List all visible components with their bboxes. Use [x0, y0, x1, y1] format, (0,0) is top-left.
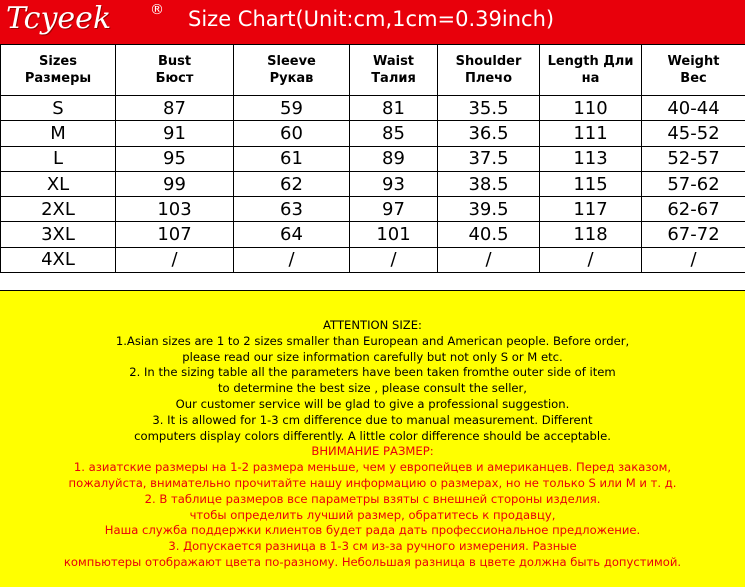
cell-weight: 67-72 [642, 222, 745, 247]
note-line-en: to determine the best size , please consult the seller, [218, 381, 527, 396]
cell-length: 113 [540, 146, 642, 171]
cell-sleeve: 60 [234, 121, 350, 146]
header-ru: на [581, 71, 600, 86]
cell-bust: 99 [116, 171, 234, 196]
brand-logo: Tcyeek [6, 1, 112, 36]
notes-title-ru: ВНИМАНИЕ РАЗМЕР: [311, 444, 434, 459]
cell-waist: 89 [350, 146, 438, 171]
cell-shoulder: / [438, 247, 540, 272]
note-line-en: 3. It is allowed for 1-3 cm difference due to manual measurement. Different [152, 412, 593, 427]
table-row [1, 96, 745, 121]
header-ru: Вес [680, 71, 707, 86]
header-ru: Талия [371, 71, 416, 86]
cell-bust: 95 [116, 146, 234, 171]
cell-bust: 91 [116, 121, 234, 146]
cell-size: L [1, 146, 116, 171]
table-row [1, 247, 745, 272]
cell-shoulder: 37.5 [438, 146, 540, 171]
header-shoulder [438, 45, 540, 96]
cell-weight: 40-44 [642, 96, 745, 121]
cell-bust: / [116, 247, 234, 272]
cell-weight: 52-57 [642, 146, 745, 171]
table-row [1, 197, 745, 222]
cell-length: 117 [540, 197, 642, 222]
cell-waist: 97 [350, 197, 438, 222]
cell-shoulder: 38.5 [438, 171, 540, 196]
header-ru: Бюст [155, 71, 194, 86]
note-line-en: 1.Asian sizes are 1 to 2 sizes smaller than European and American people. Before order, [115, 333, 630, 348]
title-banner [0, 0, 745, 44]
cell-shoulder: 39.5 [438, 197, 540, 222]
table-row [1, 222, 745, 247]
note-line-ru: 1. азиатские размеры на 1-2 размера меньше, чем у европейцев и американцев. Перед заказом, [73, 460, 672, 475]
registered-mark: ® [150, 2, 164, 18]
cell-weight: 57-62 [642, 171, 745, 196]
header-en: Waist [372, 54, 415, 69]
table-row [1, 146, 745, 171]
cell-waist: 81 [350, 96, 438, 121]
cell-size: 4XL [1, 247, 116, 272]
header-bust [116, 45, 234, 96]
header-ru: Рукав [269, 71, 314, 86]
cell-shoulder: 35.5 [438, 96, 540, 121]
cell-waist: / [350, 247, 438, 272]
cell-length: 111 [540, 121, 642, 146]
cell-sleeve: 63 [234, 197, 350, 222]
table-row [1, 171, 745, 196]
cell-size: XL [1, 171, 116, 196]
header-ru: Плечо [464, 71, 513, 86]
note-line-ru: Наша служба поддержки клиентов будет рада дать профессиональное предложение. [104, 523, 641, 538]
header-en: Sleeve [267, 54, 316, 69]
note-line-en: 2. In the sizing table all the parameters have been taken fromthe outer side of item [129, 365, 616, 380]
header-sizes [1, 45, 116, 96]
cell-size: S [1, 96, 116, 121]
notes-text-block [0, 318, 745, 571]
cell-shoulder: 40.5 [438, 222, 540, 247]
note-line-ru: пожалуйста, внимательно прочитайте нашу информацию о размерах, но не только S или M и т. д. [68, 475, 677, 490]
note-line-ru: компьютеры отображают цвета по-разному. Небольшая разница в цвете должна быть допустимой. [63, 554, 682, 569]
notes-title-en: ATTENTION SIZE: [323, 318, 422, 332]
header-en: Weight [667, 54, 720, 69]
cell-length: 110 [540, 96, 642, 121]
chart-title: Size Chart(Unit:cm,1cm=0.39inch) [188, 7, 555, 31]
note-line-en: please read our size information carefully but not only S or M etc. [182, 349, 563, 364]
cell-waist: 93 [350, 171, 438, 196]
note-line-ru: 3. Допускается разница в 1-3 см из-за ручного измерения. Разные [168, 539, 577, 554]
cell-weight: / [642, 247, 745, 272]
note-line-ru: чтобы определить лучший размер, обратитесь к продавцу, [189, 507, 556, 522]
cell-waist: 101 [350, 222, 438, 247]
cell-sleeve: 64 [234, 222, 350, 247]
cell-weight: 45-52 [642, 121, 745, 146]
cell-sleeve: 62 [234, 171, 350, 196]
size-table [0, 44, 745, 273]
table-header-row [1, 45, 745, 96]
header-en: Length Дли [547, 54, 634, 69]
attention-notes-panel [0, 290, 745, 587]
cell-weight: 62-67 [642, 197, 745, 222]
header-en: Sizes [39, 54, 77, 69]
cell-size: 3XL [1, 222, 116, 247]
cell-sleeve: / [234, 247, 350, 272]
header-weight [642, 45, 745, 96]
cell-length: / [540, 247, 642, 272]
header-sleeve [234, 45, 350, 96]
header-waist [350, 45, 438, 96]
cell-bust: 87 [116, 96, 234, 121]
note-line-en: Our customer service will be glad to give a professional suggestion. [175, 396, 570, 411]
cell-size: 2XL [1, 197, 116, 222]
cell-shoulder: 36.5 [438, 121, 540, 146]
cell-length: 118 [540, 222, 642, 247]
note-line-ru: 2. В таблице размеров все параметры взяты с внешней стороны изделия. [144, 491, 601, 506]
cell-size: M [1, 121, 116, 146]
cell-waist: 85 [350, 121, 438, 146]
cell-bust: 107 [116, 222, 234, 247]
header-length [540, 45, 642, 96]
header-en: Shoulder [455, 54, 522, 69]
cell-bust: 103 [116, 197, 234, 222]
table-row [1, 121, 745, 146]
cell-sleeve: 61 [234, 146, 350, 171]
header-ru: Размеры [24, 71, 92, 86]
header-en: Bust [157, 54, 192, 69]
cell-sleeve: 59 [234, 96, 350, 121]
cell-length: 115 [540, 171, 642, 196]
note-line-en: computers display colors differently. A little color difference should be acceptable. [134, 428, 611, 443]
